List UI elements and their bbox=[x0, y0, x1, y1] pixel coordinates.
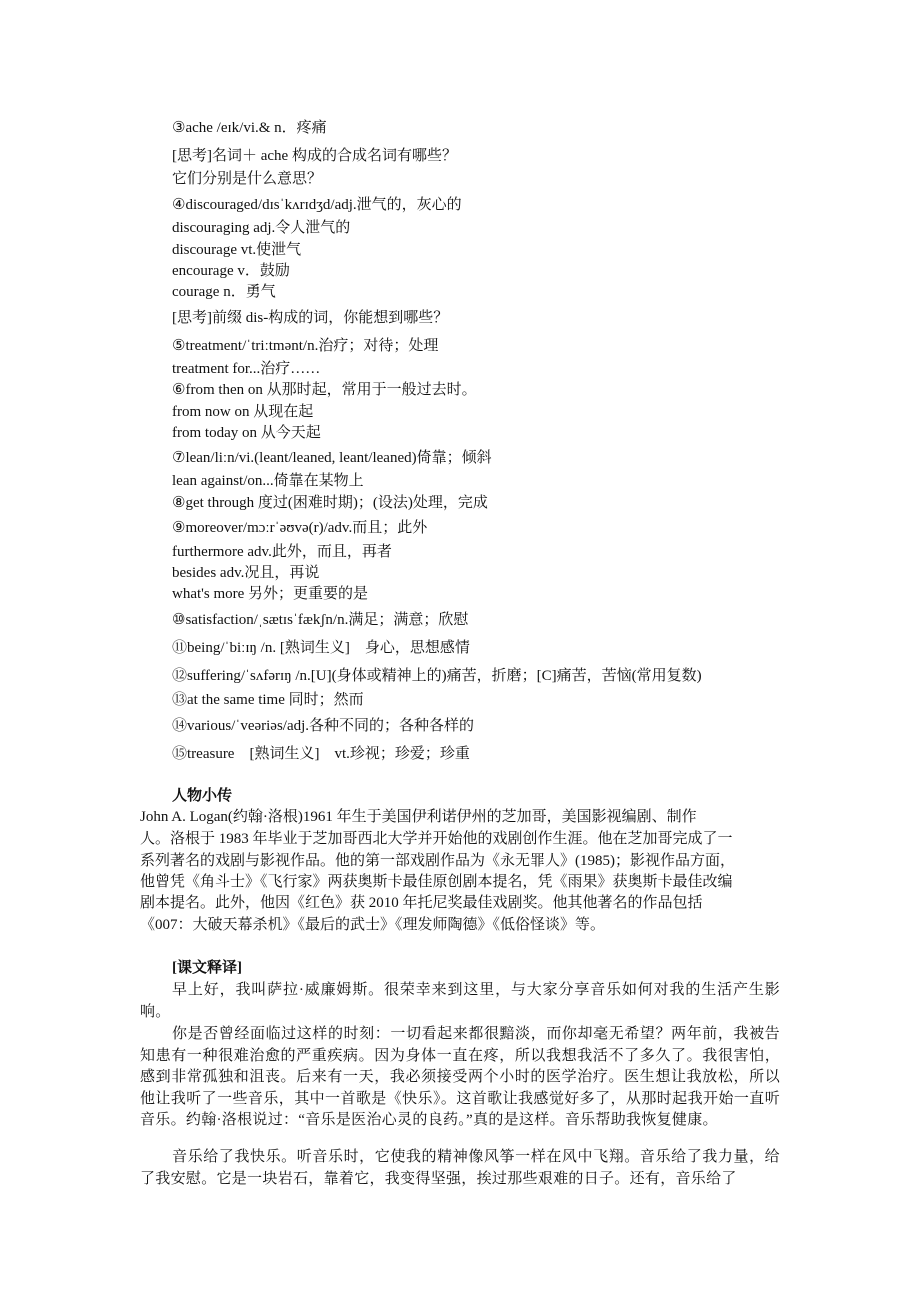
translation-paragraph-3: 音乐给了我快乐。听音乐时，它使我的精神像风筝一样在风中飞翔。音乐给了我力量，给了我安慰。它是一块岩石，靠着它，我变得坚强，挨过那些艰难的日子。还有，音乐给了 bbox=[140, 1149, 780, 1187]
vocab-from-now-on: from now on 从现在起 bbox=[172, 404, 314, 420]
vocab-discouraging: discouraging adj.令人泄气的 bbox=[172, 220, 351, 236]
vocab-discourage: discourage vt.使泄气 bbox=[172, 242, 302, 258]
bio-line: John A. Logan(约翰·洛根)1961 年生于美国伊利诺伊州的芝加哥，美国影视编剧、制作 bbox=[140, 809, 697, 825]
vocab-various: ⑭various/ˈveəriəs/adj.各种不同的；各种各样的 bbox=[172, 718, 475, 734]
think-prompt-ache-2: 它们分别是什么意思？ bbox=[172, 171, 323, 187]
vocab-being: ⑪being/ˈbiːɪŋ /n. [熟词生义] 身心，思想感情 bbox=[172, 640, 470, 656]
vocab-get-through: ⑧get through 度过(困难时期)；(设法)处理，完成 bbox=[172, 495, 488, 511]
bio-heading: 人物小传 bbox=[172, 788, 233, 804]
vocab-from-today-on: from today on 从今天起 bbox=[172, 425, 321, 441]
vocab-lean: ⑦lean/liːn/vi.(leant/leaned, leant/leaned)倚靠；倾斜 bbox=[172, 450, 492, 466]
vocab-satisfaction: ⑩satisfaction/ˌsætɪsˈfækʃn/n.满足；满意；欣慰 bbox=[172, 612, 469, 628]
vocab-discouraged: ④discouraged/dɪsˈkʌrɪdʒd/adj.泄气的，灰心的 bbox=[172, 197, 462, 213]
vocab-lean-against: lean against/on...倚靠在某物上 bbox=[172, 473, 364, 489]
vocab-treatment-for: treatment for...治疗…… bbox=[172, 361, 321, 377]
vocab-suffering: ⑫suffering/ˈsʌfərɪŋ /n.[U](身体或精神上的)痛苦，折磨；[C]痛苦，苦恼(常用复数) bbox=[172, 668, 702, 684]
vocab-treatment: ⑤treatment/ˈtriːtmənt/n.治疗；对待；处理 bbox=[172, 338, 439, 354]
vocab-ache: ③ache /eɪk/vi.& n．疼痛 bbox=[172, 120, 327, 136]
translation-paragraph-2: 你是否曾经面临过这样的时刻：一切看起来都很黯淡，而你却毫无希望？两年前，我被告知患有一种很难治愈的严重疾病。因为身体一直在疼，所以我想我活不了多久了。我很害怕，感到非常孤独和沮丧。后来有一天，我必须接受两个小时的医学治疗。医生想让我放松，所以他让我听了一些音乐，其中一首歌是《快乐》。这首歌让我感觉好多了，从那时起我开始一直听音乐。约翰·洛根说过：“音乐是医治心灵的良药。”真的是这样。音乐帮助我恢复健康。 bbox=[140, 1026, 780, 1128]
vocab-furthermore: furthermore adv.此外，而且，再者 bbox=[172, 544, 392, 560]
bio-line: 人。洛根于 1983 年毕业于芝加哥西北大学并开始他的戏剧创作生涯。他在芝加哥完成了一 bbox=[140, 831, 733, 847]
translation-paragraph-1: 早上好，我叫萨拉·威廉姆斯。很荣幸来到这里，与大家分享音乐如何对我的生活产生影响。 bbox=[140, 982, 780, 1020]
bio-line: 系列著名的戏剧与影视作品。他的第一部戏剧作品为《永无罪人》(1985)；影视作品方面， bbox=[140, 853, 735, 869]
vocab-encourage: encourage v．鼓励 bbox=[172, 263, 290, 279]
vocab-besides: besides adv.况且，再说 bbox=[172, 565, 320, 581]
vocab-treasure: ⑮treasure [熟词生义] vt.珍视；珍爱；珍重 bbox=[172, 746, 470, 762]
vocab-courage: courage n．勇气 bbox=[172, 284, 276, 300]
vocab-moreover: ⑨moreover/mɔːrˈəʊvə(r)/adv.而且；此外 bbox=[172, 520, 428, 536]
vocab-from-then-on: ⑥from then on 从那时起，常用于一般过去时。 bbox=[172, 382, 477, 398]
bio-line: 剧本提名。此外，他因《红色》获 2010 年托尼奖最佳戏剧奖。他其他著名的作品包括 bbox=[140, 895, 703, 911]
translation-heading: [课文释译] bbox=[172, 960, 242, 976]
bio-line: 《007：大破天幕杀机》《最后的武士》《理发师陶德》《低俗怪谈》等。 bbox=[140, 917, 606, 933]
think-prompt-dis: [思考]前缀 dis-构成的词，你能想到哪些？ bbox=[172, 310, 449, 326]
vocab-at-the-same-time: ⑬at the same time 同时；然而 bbox=[172, 692, 364, 708]
vocab-whats-more: what's more 另外；更重要的是 bbox=[172, 586, 369, 602]
think-prompt-ache-1: [思考]名词＋ ache 构成的合成名词有哪些？ bbox=[172, 148, 457, 164]
bio-line: 他曾凭《角斗士》《飞行家》两获奥斯卡最佳原创剧本提名，凭《雨果》获奥斯卡最佳改编 bbox=[140, 874, 733, 890]
